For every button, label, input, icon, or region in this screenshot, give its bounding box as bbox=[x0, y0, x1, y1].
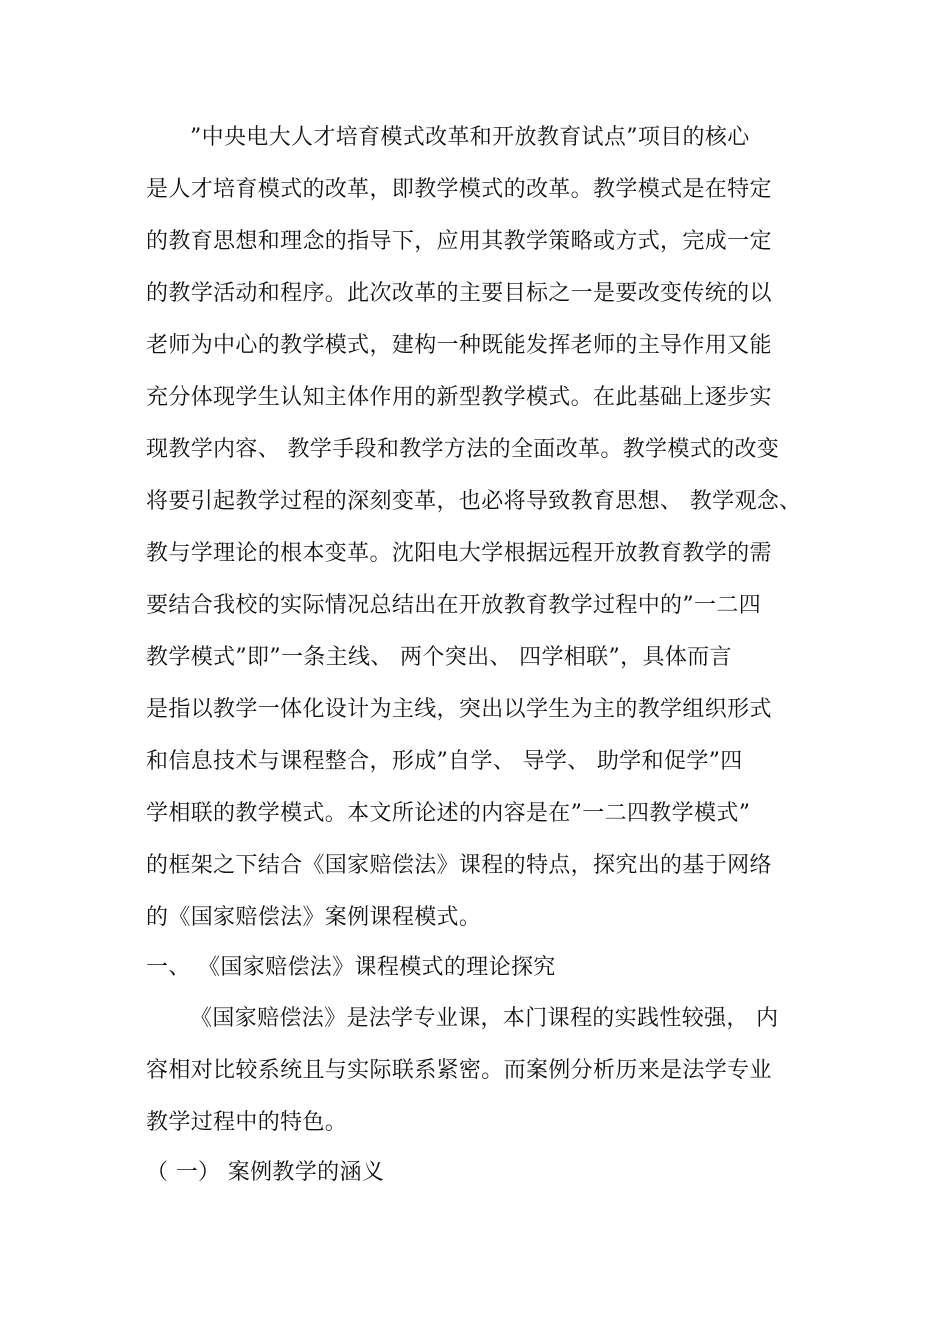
paragraph-line: 的教育思想和理念的指导下，应用其教学策略或方式，完成一定 bbox=[146, 229, 772, 254]
section-heading: 一、 《国家赔偿法》课程模式的理论探究 bbox=[146, 955, 556, 980]
paragraph-line: 教学模式”即”一条主线、 两个突出、 四学相联”，具体而言 bbox=[146, 645, 732, 670]
paragraph-line: 老师为中心的教学模式，建构一种既能发挥老师的主导作用又能 bbox=[146, 333, 772, 358]
paragraph-line: ”中央电大人才培育模式改革和开放教育试点”项目的核心 bbox=[190, 125, 750, 150]
paragraph-line: 学相联的教学模式。本文所论述的内容是在”一二四教学模式” bbox=[146, 801, 751, 826]
paragraph-line: 要结合我校的实际情况总结出在开放教育教学过程中的”一二四 bbox=[146, 593, 762, 618]
paragraph-line: 《国家赔偿法》是法学专业课，本门课程的实践性较强， 内 bbox=[190, 1006, 779, 1031]
paragraph-line: 的《国家赔偿法》案例课程模式。 bbox=[146, 905, 482, 930]
paragraph-line: 现教学内容、 教学手段和教学方法的全面改革。教学模式的改变 bbox=[146, 437, 780, 462]
paragraph-line: 的教学活动和程序。此次改革的主要目标之一是要改变传统的以 bbox=[146, 281, 772, 306]
paragraph-line: 的框架之下结合《国家赔偿法》课程的特点，探究出的基于网络 bbox=[146, 853, 772, 878]
paragraph-line: 充分体现学生认知主体作用的新型教学模式。在此基础上逐步实 bbox=[146, 385, 772, 410]
paragraph-line: 将要引起教学过程的深刻变革，也必将导致教育思想、 教学观念、 bbox=[146, 489, 802, 514]
paragraph-line: 是指以教学一体化设计为主线，突出以学生为主的教学组织形式 bbox=[146, 697, 772, 722]
paragraph-line: 教与学理论的根本变革。沈阳电大学根据远程开放教育教学的需 bbox=[146, 541, 772, 566]
paragraph-line: 教学过程中的特色。 bbox=[146, 1110, 348, 1135]
paragraph-line: 和信息技术与课程整合，形成”自学、 导学、 助学和促学”四 bbox=[146, 749, 743, 774]
paragraph-line: 是人才培育模式的改革，即教学模式的改革。教学模式是在特定 bbox=[146, 177, 772, 202]
paragraph-line: 容相对比较系统且与实际联系紧密。而案例分析历来是法学专业 bbox=[146, 1058, 772, 1083]
subsection-heading: （ 一） 案例教学的涵义 bbox=[146, 1160, 385, 1185]
